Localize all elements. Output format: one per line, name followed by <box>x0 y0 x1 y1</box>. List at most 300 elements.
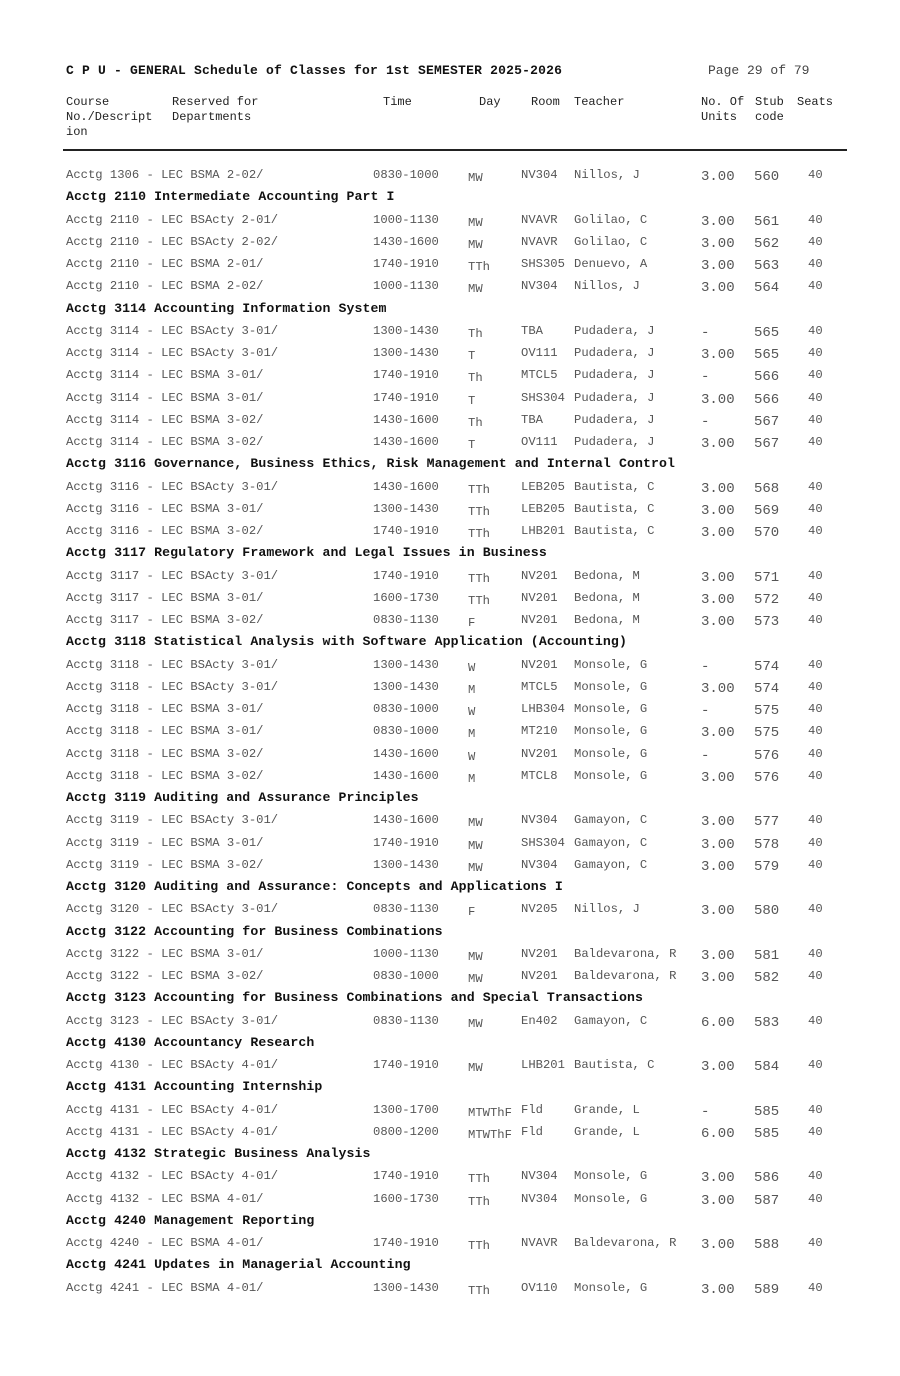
class-time: 0830-1000 <box>373 702 439 716</box>
class-time: 1740-1910 <box>373 1169 439 1183</box>
class-description: Acctg 4130 - LEC BSActy 4-01/ <box>66 1058 279 1072</box>
class-teacher: Baldevarona, R <box>574 1236 677 1250</box>
class-teacher: Monsole, G <box>574 769 648 783</box>
class-seats: 40 <box>808 1169 823 1183</box>
class-seats: 40 <box>808 680 823 694</box>
class-row <box>0 813 900 835</box>
class-room: SHS304 <box>521 836 565 850</box>
class-row <box>0 279 900 301</box>
class-stub-code: 567 <box>754 436 780 452</box>
class-room: OV110 <box>521 1281 558 1295</box>
class-description: Acctg 4131 - LEC BSActy 4-01/ <box>66 1103 279 1117</box>
class-description: Acctg 3118 - LEC BSActy 3-01/ <box>66 658 279 672</box>
class-day: MW <box>468 950 483 964</box>
class-units: 3.00 <box>701 837 735 853</box>
class-time: 1300-1700 <box>373 1103 439 1117</box>
class-row <box>0 324 900 346</box>
class-day: TTh <box>468 1195 490 1209</box>
class-time: 0830-1000 <box>373 168 439 182</box>
class-teacher: Nillos, J <box>574 902 640 916</box>
class-description: Acctg 4131 - LEC BSActy 4-01/ <box>66 1125 279 1139</box>
class-teacher: Bautista, C <box>574 524 655 538</box>
class-row <box>0 168 900 190</box>
class-day: TTh <box>468 527 490 541</box>
class-units: 3.00 <box>701 1059 735 1075</box>
class-stub-code: 581 <box>754 948 780 964</box>
class-units: 3.00 <box>701 970 735 986</box>
class-units: 3.00 <box>701 503 735 519</box>
class-room: MTCL5 <box>521 680 558 694</box>
class-teacher: Bautista, C <box>574 1058 655 1072</box>
class-seats: 40 <box>808 1058 823 1072</box>
class-day: M <box>468 772 476 786</box>
class-description: Acctg 2110 - LEC BSMA 2-02/ <box>66 279 264 293</box>
class-row <box>0 569 900 591</box>
class-description: Acctg 3122 - LEC BSMA 3-02/ <box>66 969 264 983</box>
class-stub-code: 563 <box>754 258 780 274</box>
class-units: 3.00 <box>701 770 735 786</box>
class-row <box>0 947 900 969</box>
class-teacher: Grande, L <box>574 1103 640 1117</box>
class-room: NV304 <box>521 1169 558 1183</box>
class-description: Acctg 4132 - LEC BSActy 4-01/ <box>66 1169 279 1183</box>
course-heading: Acctg 3114 Accounting Information System <box>66 301 387 316</box>
class-units: 3.00 <box>701 681 735 697</box>
class-seats: 40 <box>808 413 823 427</box>
class-description: Acctg 3114 - LEC BSActy 3-01/ <box>66 346 279 360</box>
class-row <box>0 724 900 746</box>
class-teacher: Bedona, M <box>574 569 640 583</box>
class-seats: 40 <box>808 1103 823 1117</box>
class-row <box>0 1103 900 1125</box>
class-room: Fld <box>521 1125 543 1139</box>
class-room: MT210 <box>521 724 558 738</box>
class-day: M <box>468 727 476 741</box>
class-time: 0830-1000 <box>373 724 439 738</box>
class-teacher: Bautista, C <box>574 480 655 494</box>
column-header-teacher: Teacher <box>574 95 625 109</box>
class-stub-code: 562 <box>754 236 780 252</box>
page-title: C P U - GENERAL Schedule of Classes for 1st SEMESTER 2025-2026 <box>66 63 563 78</box>
class-units: - <box>701 325 710 341</box>
class-stub-code: 568 <box>754 481 780 497</box>
class-description: Acctg 3120 - LEC BSActy 3-01/ <box>66 902 279 916</box>
class-stub-code: 576 <box>754 748 780 764</box>
class-units: 6.00 <box>701 1015 735 1031</box>
class-seats: 40 <box>808 257 823 271</box>
class-time: 1300-1430 <box>373 502 439 516</box>
class-time: 1740-1910 <box>373 569 439 583</box>
class-room: LEB205 <box>521 502 565 516</box>
class-room: SHS305 <box>521 257 565 271</box>
class-day: T <box>468 349 476 363</box>
class-teacher: Bedona, M <box>574 591 640 605</box>
course-heading: Acctg 4131 Accounting Internship <box>66 1079 323 1094</box>
class-day: MTWThF <box>468 1128 512 1142</box>
class-teacher: Monsole, G <box>574 1192 648 1206</box>
class-teacher: Baldevarona, R <box>574 969 677 983</box>
class-seats: 40 <box>808 569 823 583</box>
class-row <box>0 413 900 435</box>
class-description: Acctg 3118 - LEC BSActy 3-01/ <box>66 680 279 694</box>
class-teacher: Gamayon, C <box>574 836 648 850</box>
class-stub-code: 574 <box>754 659 780 675</box>
class-row <box>0 368 900 390</box>
class-stub-code: 584 <box>754 1059 780 1075</box>
class-room: NV304 <box>521 858 558 872</box>
course-heading: Acctg 3116 Governance, Business Ethics, Risk Management and Internal Control <box>66 456 676 471</box>
class-units: 3.00 <box>701 392 735 408</box>
class-description: Acctg 4132 - LEC BSMA 4-01/ <box>66 1192 264 1206</box>
class-day: F <box>468 616 476 630</box>
class-description: Acctg 3119 - LEC BSMA 3-01/ <box>66 836 264 850</box>
class-day: W <box>468 705 476 719</box>
class-row <box>0 1236 900 1258</box>
class-description: Acctg 3116 - LEC BSActy 3-01/ <box>66 480 279 494</box>
class-day: MW <box>468 839 483 853</box>
class-room: LHB201 <box>521 524 565 538</box>
class-time: 1300-1430 <box>373 324 439 338</box>
class-description: Acctg 3118 - LEC BSMA 3-02/ <box>66 747 264 761</box>
class-day: Th <box>468 371 483 385</box>
course-heading: Acctg 3123 Accounting for Business Combinations and Special Transactions <box>66 990 643 1005</box>
class-time: 1430-1600 <box>373 747 439 761</box>
class-teacher: Pudadera, J <box>574 368 655 382</box>
class-description: Acctg 2110 - LEC BSMA 2-01/ <box>66 257 264 271</box>
class-day: MTWThF <box>468 1106 512 1120</box>
column-header-time: Time <box>383 95 412 109</box>
class-seats: 40 <box>808 235 823 249</box>
class-units: 3.00 <box>701 280 735 296</box>
class-row <box>0 257 900 279</box>
class-time: 1000-1130 <box>373 947 439 961</box>
class-day: F <box>468 905 476 919</box>
class-seats: 40 <box>808 1125 823 1139</box>
class-teacher: Pudadera, J <box>574 435 655 449</box>
class-time: 1600-1730 <box>373 591 439 605</box>
class-units: 3.00 <box>701 347 735 363</box>
class-units: 3.00 <box>701 859 735 875</box>
class-description: Acctg 3117 - LEC BSMA 3-01/ <box>66 591 264 605</box>
class-units: 3.00 <box>701 725 735 741</box>
class-seats: 40 <box>808 502 823 516</box>
class-seats: 40 <box>808 524 823 538</box>
class-description: Acctg 3123 - LEC BSActy 3-01/ <box>66 1014 279 1028</box>
class-seats: 40 <box>808 168 823 182</box>
class-time: 0830-1000 <box>373 969 439 983</box>
class-teacher: Monsole, G <box>574 658 648 672</box>
class-time: 1300-1430 <box>373 658 439 672</box>
class-row <box>0 1014 900 1036</box>
class-teacher: Pudadera, J <box>574 346 655 360</box>
class-day: TTh <box>468 483 490 497</box>
class-row <box>0 1281 900 1303</box>
class-seats: 40 <box>808 480 823 494</box>
class-stub-code: 587 <box>754 1193 780 1209</box>
class-time: 1430-1600 <box>373 413 439 427</box>
class-room: NVAVR <box>521 213 558 227</box>
class-teacher: Grande, L <box>574 1125 640 1139</box>
class-row <box>0 613 900 635</box>
class-teacher: Monsole, G <box>574 1169 648 1183</box>
class-day: T <box>468 438 476 452</box>
class-room: En402 <box>521 1014 558 1028</box>
class-teacher: Pudadera, J <box>574 413 655 427</box>
class-time: 1740-1910 <box>373 524 439 538</box>
class-day: MW <box>468 216 483 230</box>
class-time: 1600-1730 <box>373 1192 439 1206</box>
class-stub-code: 561 <box>754 214 780 230</box>
class-seats: 40 <box>808 1281 823 1295</box>
course-heading: Acctg 4132 Strategic Business Analysis <box>66 1146 371 1161</box>
class-row <box>0 435 900 457</box>
class-day: TTh <box>468 594 490 608</box>
class-units: 3.00 <box>701 1193 735 1209</box>
page-number: Page 29 of 79 <box>708 63 810 78</box>
class-units: - <box>701 414 710 430</box>
class-time: 1430-1600 <box>373 235 439 249</box>
class-day: MW <box>468 861 483 875</box>
class-description: Acctg 2110 - LEC BSActy 2-01/ <box>66 213 279 227</box>
class-description: Acctg 3118 - LEC BSMA 3-01/ <box>66 724 264 738</box>
class-row <box>0 747 900 769</box>
class-day: MW <box>468 171 483 185</box>
class-teacher: Golilao, C <box>574 213 648 227</box>
class-teacher: Gamayon, C <box>574 1014 648 1028</box>
class-time: 1430-1600 <box>373 813 439 827</box>
class-room: TBA <box>521 324 543 338</box>
class-room: MTCL5 <box>521 368 558 382</box>
class-room: NV201 <box>521 947 558 961</box>
class-teacher: Monsole, G <box>574 702 648 716</box>
class-stub-code: 588 <box>754 1237 780 1253</box>
class-row <box>0 1192 900 1214</box>
class-stub-code: 560 <box>754 169 780 185</box>
class-seats: 40 <box>808 346 823 360</box>
class-seats: 40 <box>808 836 823 850</box>
class-units: 3.00 <box>701 481 735 497</box>
class-stub-code: 580 <box>754 903 780 919</box>
class-room: NV304 <box>521 1192 558 1206</box>
class-seats: 40 <box>808 591 823 605</box>
class-stub-code: 565 <box>754 325 780 341</box>
class-description: Acctg 4240 - LEC BSMA 4-01/ <box>66 1236 264 1250</box>
class-units: - <box>701 369 710 385</box>
class-seats: 40 <box>808 747 823 761</box>
class-stub-code: 586 <box>754 1170 780 1186</box>
course-heading: Acctg 3117 Regulatory Framework and Legal Issues in Business <box>66 545 547 560</box>
class-units: - <box>701 748 710 764</box>
course-heading: Acctg 4130 Accountancy Research <box>66 1035 315 1050</box>
class-room: NV304 <box>521 279 558 293</box>
class-units: 3.00 <box>701 903 735 919</box>
class-day: TTh <box>468 505 490 519</box>
class-seats: 40 <box>808 702 823 716</box>
class-teacher: Baldevarona, R <box>574 947 677 961</box>
class-row <box>0 591 900 613</box>
class-time: 1740-1910 <box>373 1058 439 1072</box>
class-stub-code: 585 <box>754 1126 780 1142</box>
course-heading: Acctg 4241 Updates in Managerial Accounting <box>66 1257 411 1272</box>
class-room: NV201 <box>521 969 558 983</box>
class-description: Acctg 3114 - LEC BSMA 3-01/ <box>66 368 264 382</box>
class-description: Acctg 3117 - LEC BSMA 3-02/ <box>66 613 264 627</box>
class-room: NV205 <box>521 902 558 916</box>
class-stub-code: 569 <box>754 503 780 519</box>
class-day: TTh <box>468 1172 490 1186</box>
class-row <box>0 836 900 858</box>
class-row <box>0 769 900 791</box>
class-time: 1740-1910 <box>373 391 439 405</box>
class-room: NV304 <box>521 813 558 827</box>
column-header-reserved: Reserved for Departments <box>172 95 259 124</box>
class-time: 1740-1910 <box>373 257 439 271</box>
class-room: LHB201 <box>521 1058 565 1072</box>
class-time: 1740-1910 <box>373 368 439 382</box>
class-day: MW <box>468 1017 483 1031</box>
class-room: LEB205 <box>521 480 565 494</box>
class-row <box>0 702 900 724</box>
column-header-seats: Seats <box>797 95 834 109</box>
class-time: 0830-1130 <box>373 613 439 627</box>
class-units: - <box>701 659 710 675</box>
class-row <box>0 502 900 524</box>
class-description: Acctg 3118 - LEC BSMA 3-01/ <box>66 702 264 716</box>
class-seats: 40 <box>808 391 823 405</box>
class-stub-code: 572 <box>754 592 780 608</box>
class-description: Acctg 3114 - LEC BSMA 3-02/ <box>66 413 264 427</box>
course-heading: Acctg 3118 Statistical Analysis with Software Application (Accounting) <box>66 634 627 649</box>
column-header-course: Course No./Descript ion <box>66 95 153 139</box>
class-units: - <box>701 1104 710 1120</box>
class-seats: 40 <box>808 724 823 738</box>
class-units: 3.00 <box>701 592 735 608</box>
class-teacher: Monsole, G <box>574 680 648 694</box>
class-seats: 40 <box>808 969 823 983</box>
class-time: 1430-1600 <box>373 769 439 783</box>
column-header-day: Day <box>479 95 501 109</box>
class-time: 1300-1430 <box>373 680 439 694</box>
class-seats: 40 <box>808 769 823 783</box>
class-description: Acctg 1306 - LEC BSMA 2-02/ <box>66 168 264 182</box>
class-units: 3.00 <box>701 258 735 274</box>
class-description: Acctg 3117 - LEC BSActy 3-01/ <box>66 569 279 583</box>
course-heading: Acctg 2110 Intermediate Accounting Part I <box>66 189 395 204</box>
class-units: 6.00 <box>701 1126 735 1142</box>
class-units: 3.00 <box>701 1282 735 1298</box>
class-stub-code: 567 <box>754 414 780 430</box>
class-row <box>0 858 900 880</box>
class-stub-code: 564 <box>754 280 780 296</box>
class-stub-code: 571 <box>754 570 780 586</box>
class-description: Acctg 3118 - LEC BSMA 3-02/ <box>66 769 264 783</box>
class-stub-code: 566 <box>754 369 780 385</box>
class-room: NVAVR <box>521 235 558 249</box>
class-day: MW <box>468 972 483 986</box>
class-units: 3.00 <box>701 169 735 185</box>
class-time: 1000-1130 <box>373 213 439 227</box>
class-room: OV111 <box>521 346 558 360</box>
class-time: 0830-1130 <box>373 902 439 916</box>
class-room: NVAVR <box>521 1236 558 1250</box>
class-day: TTh <box>468 1284 490 1298</box>
class-units: 3.00 <box>701 570 735 586</box>
class-description: Acctg 3119 - LEC BSActy 3-01/ <box>66 813 279 827</box>
class-day: TTh <box>468 572 490 586</box>
class-seats: 40 <box>808 858 823 872</box>
class-seats: 40 <box>808 213 823 227</box>
class-seats: 40 <box>808 324 823 338</box>
class-seats: 40 <box>808 279 823 293</box>
class-time: 1740-1910 <box>373 836 439 850</box>
class-description: Acctg 3122 - LEC BSMA 3-01/ <box>66 947 264 961</box>
class-stub-code: 574 <box>754 681 780 697</box>
class-units: 3.00 <box>701 1170 735 1186</box>
class-row <box>0 346 900 368</box>
class-seats: 40 <box>808 1014 823 1028</box>
class-teacher: Pudadera, J <box>574 391 655 405</box>
class-time: 1000-1130 <box>373 279 439 293</box>
class-row <box>0 524 900 546</box>
class-time: 1300-1430 <box>373 858 439 872</box>
class-stub-code: 589 <box>754 1282 780 1298</box>
class-stub-code: 578 <box>754 837 780 853</box>
class-day: MW <box>468 282 483 296</box>
class-day: TTh <box>468 1239 490 1253</box>
class-time: 1300-1430 <box>373 346 439 360</box>
class-stub-code: 585 <box>754 1104 780 1120</box>
class-day: Th <box>468 327 483 341</box>
class-day: MW <box>468 238 483 252</box>
class-row <box>0 480 900 502</box>
class-time: 0830-1130 <box>373 1014 439 1028</box>
class-teacher: Monsole, G <box>574 747 648 761</box>
class-stub-code: 575 <box>754 703 780 719</box>
class-room: NV201 <box>521 569 558 583</box>
class-row <box>0 1125 900 1147</box>
class-time: 1300-1430 <box>373 1281 439 1295</box>
class-seats: 40 <box>808 947 823 961</box>
class-room: NV201 <box>521 658 558 672</box>
class-stub-code: 579 <box>754 859 780 875</box>
course-heading: Acctg 3119 Auditing and Assurance Principles <box>66 790 419 805</box>
class-room: LHB304 <box>521 702 565 716</box>
class-day: Th <box>468 416 483 430</box>
class-description: Acctg 4241 - LEC BSMA 4-01/ <box>66 1281 264 1295</box>
class-time: 1430-1600 <box>373 480 439 494</box>
class-day: W <box>468 750 476 764</box>
class-seats: 40 <box>808 658 823 672</box>
class-room: SHS304 <box>521 391 565 405</box>
class-description: Acctg 3114 - LEC BSMA 3-02/ <box>66 435 264 449</box>
class-room: NV201 <box>521 747 558 761</box>
class-stub-code: 573 <box>754 614 780 630</box>
class-room: NV201 <box>521 613 558 627</box>
class-day: M <box>468 683 476 697</box>
class-teacher: Golilao, C <box>574 235 648 249</box>
class-day: MW <box>468 1061 483 1075</box>
class-stub-code: 566 <box>754 392 780 408</box>
class-stub-code: 570 <box>754 525 780 541</box>
class-row <box>0 658 900 680</box>
class-description: Acctg 3116 - LEC BSMA 3-01/ <box>66 502 264 516</box>
column-header-room: Room <box>531 95 560 109</box>
class-stub-code: 577 <box>754 814 780 830</box>
class-teacher: Monsole, G <box>574 724 648 738</box>
class-day: W <box>468 661 476 675</box>
class-units: 3.00 <box>701 614 735 630</box>
class-teacher: Nillos, J <box>574 168 640 182</box>
